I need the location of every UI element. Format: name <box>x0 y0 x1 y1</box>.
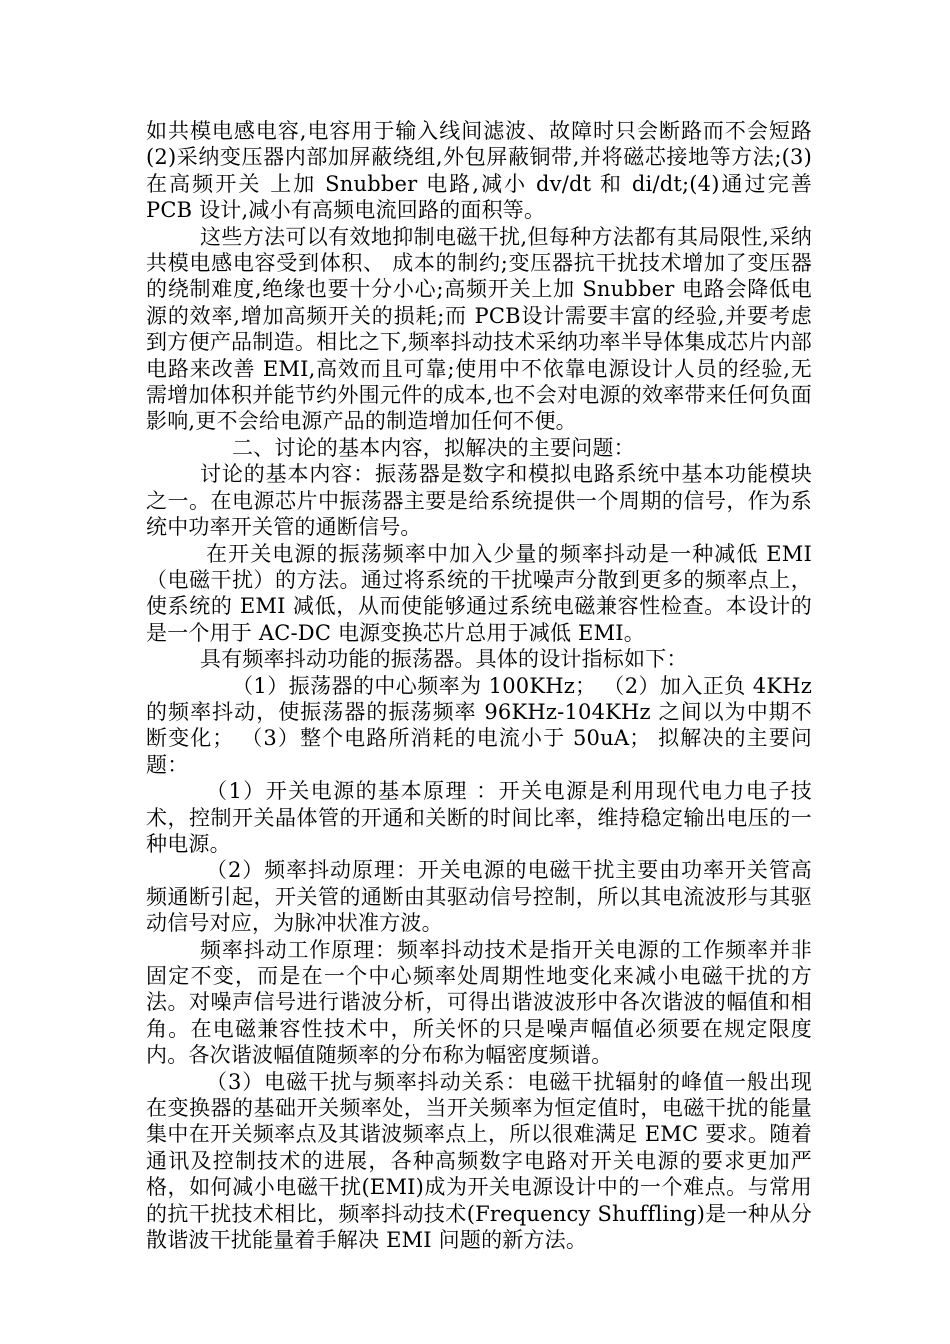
section-heading-research-content: 二、讨论的基本内容，拟解决的主要问题： <box>232 435 635 460</box>
paragraph-jitter-working-principle: 频率抖动工作原理：频率抖动技术是指开关电源的工作频率并非固定不变，而是在一个中心频率处周期性地变化来减小电磁干扰的方法。对噪声信号进行谐波分析，可得出谐波波形中各次谐波的幅值和相角。在电磁兼容性技术中，所关怀的只是噪声幅值必须要在规定限度内。各次谐波幅值随频率的分布称为幅密度频谱。 <box>146 937 812 1068</box>
paragraph-switching-power-principle: （1）开关电源的基本原理 ：开关电源是利用现代电力电子技术，控制开关晶体管的开通和关断的时间比率，维持稳定输出电压的一种电源。 <box>146 779 812 856</box>
paragraph-frequency-jitter-principle: （2）频率抖动原理：开关电源的电磁干扰主要由功率开关管高频通断引起，开关管的通断由其驱动信号控制，所以其电流波形与其驱动信号对应，为脉冲状准方波。 <box>146 858 812 936</box>
paragraph-design-specs: （1）振荡器的中心频率为 100KHz； （2）加入正负 4KHz 的频率抖动，使振荡器的振荡频率 96KHz-104KHz 之间以为中期不断变化； （3）整个电路所消耗的电流小于 50uA； 拟解决的主要问题： <box>146 673 812 777</box>
paragraph-emi-jitter-relation: （3）电磁干扰与频率抖动关系：电磁干扰辐射的峰值一般出现在变换器的基础开关频率处，当开关频率为恒定值时，电磁干扰的能量集中在开关频率点及其谐波频率点上，所以很难满足 EMC 要求。随着通讯及控制技术的进展，各种高频数字电路对开关电源的要求更加严格，如何减小电磁干扰(EMI)成为开关电源设计中的一个难点。与常用的抗干扰技术相比，频率抖动技术(Frequency Shuffling)是一种从分散谐波干扰能量着手解决 EMI 问题的新方法。 <box>146 1069 812 1253</box>
document-body <box>146 118 812 1253</box>
paragraph-frequency-jitter-intro: 在开关电源的振荡频率中加入少量的频率抖动是一种减低 EMI（电磁干扰）的方法。通过将系统的干扰噪声分散到更多的频率点上，使系统的 EMI 减低，从而使能够通过系统电磁兼容性检查。本设计的是一个用于 AC-DC 电源变换芯片总用于减低 EMI。 <box>146 541 812 645</box>
paragraph-oscillator-spec-intro: 具有频率抖动功能的振荡器。具体的设计指标如下： <box>200 647 688 672</box>
paragraph-emi-measures: 如共模电感电容,电容用于输入线间滤波、故障时只会断路而不会短路(2)采纳变压器内部加屏蔽绕组,外包屏蔽铜带,并将磁芯接地等方法;(3)在高频开关 上加 Snubber 电路,减小 dv/dt 和 di/dt;(4)通过完善 PCB 设计,减小有高频电流回路的面积等。 <box>146 119 812 223</box>
paragraph-method-limitations: 这些方法可以有效地抑制电磁干扰,但每种方法都有其局限性,采纳共模电感电容受到体积、 成本的制约;变压器抗干扰技术增加了变压器的绕制难度,绝缘也要十分小心;高频开关上加 Snubber 电路会降低电源的效率,增加高频开关的损耗;而 PCB设计需要丰富的经验,并要考虑到方便产品制造。相比之下,频率抖动技术采纳功率半导体集成芯片内部电路来改善 EMI,高效而且可靠;使用中不依靠电源设计人员的经验,无需增加体积并能节约外围元件的成本,也不会对电源的效率带来任何负面影响,更不会给电源产品的制造增加任何不便。 <box>146 224 812 434</box>
paragraph-research-content: 讨论的基本内容：振荡器是数字和模拟电路系统中基本功能模块之一。在电源芯片中振荡器主要是给系统提供一个周期的信号，作为系统中功率开关管的通断信号。 <box>146 462 812 540</box>
